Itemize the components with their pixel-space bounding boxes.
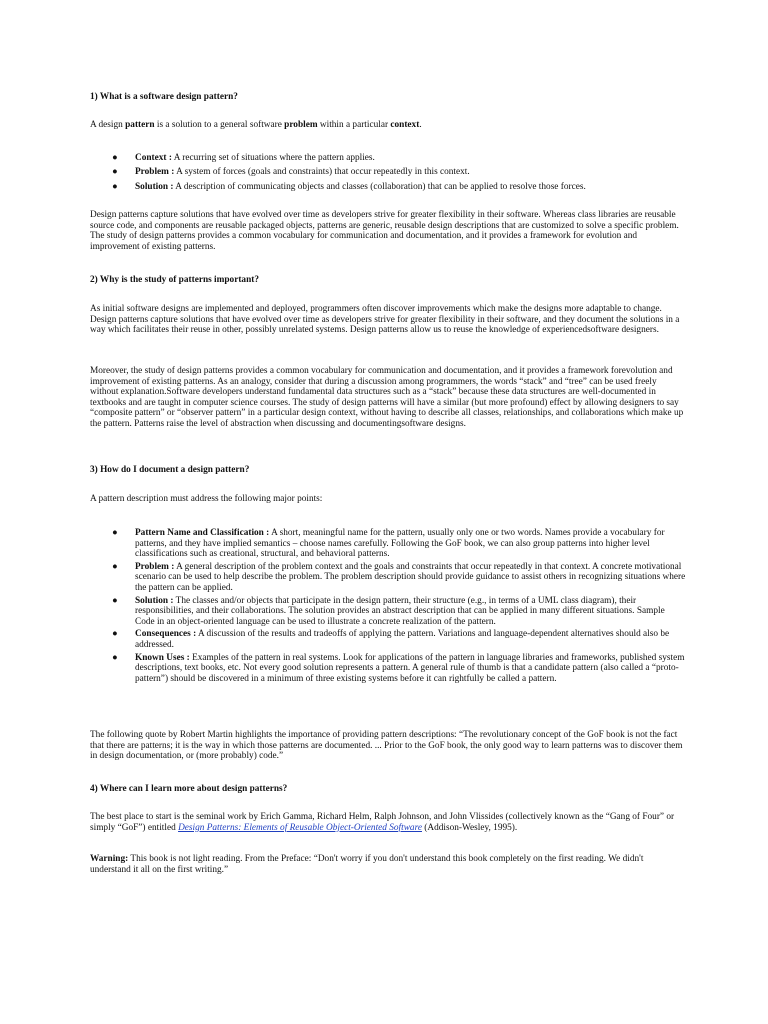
q3-bullet-list [90, 528, 686, 686]
q2-paragraph-2: Moreover, the study of design patterns provides a common vocabulary for communication and documentation, and it provides a framework forevolution and improvement of existing patterns. As an analogy, consider that during a discussion among programmers, the words “stack” and “tree” can be used freely without explanation.Software developers understand fundamental data structures such as a “stack” because these data structures are well-documented in textbooks and are taught in computer science courses. The study of design patterns will have a similar (but more profound) effect by allowing designers to say “composite pattern” or “observer pattern” in a particular design context, without having to describe all classes, relationships, and collaborations which make up the pattern. Patterns raise the level of abstraction when discussing and documentingsoftware designs. [90, 366, 684, 429]
q4-warning-paragraph: Warning: This book is not light reading. From the Preface: “Don't worry if you don't understand this book completely on the first reading. We didn't understand it all on the first writing.” [90, 854, 644, 875]
q1-paragraph: Design patterns capture solutions that have evolved over time as developers strive for greater flexibility in their software. Whereas class libraries are reusable source code, and components are reusable packaged objects, patterns are generic, reusable design descriptions that are customized to solve a specific problem. The study of design patterns provides a common vocabulary for communication and documentation, and it provides a framework for evolution and improvement of existing patterns. [90, 210, 679, 252]
list-item: ● Solution : A description of communicating objects and classes (collaboration) that can be applied to resolve those forces. [112, 181, 586, 192]
bullet-icon: ● [112, 181, 118, 192]
book-title-link[interactable]: Design Patterns: Elements of Reusable Object-Oriented Software [178, 822, 422, 833]
list-item: ● Pattern Name and Classification : A short, meaningful name for the pattern, usually only one or two words. Names provide a vocabulary for patterns, and they have implied semantics – choose names carefully. Following the GoF book, we can also group patterns into higher level classifications such as creational, structural, and behavioral patterns. [112, 528, 665, 560]
list-item: ● Problem : A system of forces (goals and constraints) that occur repeatedly in this context. [112, 167, 470, 178]
q3-intro: A pattern description must address the following major points: [90, 494, 323, 504]
bullet-icon: ● [112, 528, 118, 538]
list-item: ● Consequences : A discussion of the results and tradeoffs of applying the pattern. Variations and language-dependent alternatives should also be addressed. [112, 629, 670, 650]
q2-paragraph-1: As initial software designs are implemented and deployed, programmers often discover improvements which make the designs more adaptable to change. Design patterns capture solutions that have evolved over time as developers strive for greater flexibility in their software, and they document the solutions in a way which facilitates their reuse in other, possibly unrelated systems. Design patterns allow us to reuse the knowledge of experiencedsoftware designers. [90, 304, 680, 336]
list-item: ● Problem : A general description of the problem context and the goals and constraints that occur repeatedly in that context. A concrete motivational scenario can be used to help describe the problem. The problem description should provide guidance to assist others in recognizing situations where the pattern can be applied. [112, 561, 686, 593]
q1-intro: A design pattern is a solution to a general software problem within a particular context. [90, 120, 422, 130]
q4-paragraph: The best place to start is the seminal work by Erich Gamma, Richard Helm, Ralph Johnson, and John Vlissides (collectively known as the “Gang of Four” or simply “GoF”) entitled Design Patterns: Elements of Reusable Object-Oriented Software (Addison-Wesley, 1995). [90, 812, 675, 833]
bullet-icon: ● [112, 153, 118, 163]
bullet-icon: ● [112, 595, 118, 606]
list-item: ● Solution : The classes and/or objects that participate in the design pattern, their structure (e.g., in terms of a UML class diagram), their responsibilities, and their collaborations. The solution provides an abstract description that can be applied in many different situations. Sample Code in an object-oriented language can be used to illustrate a concrete realization of the pattern. [112, 595, 665, 627]
bullet-icon: ● [112, 652, 118, 663]
heading-q3: 3) How do I document a design pattern? [90, 465, 250, 475]
bullet-icon: ● [112, 629, 118, 640]
list-item: ● Context : A recurring set of situations where the pattern applies. [112, 153, 375, 163]
q1-bullet-list [90, 153, 686, 196]
q3-quote-paragraph: The following quote by Robert Martin highlights the importance of providing pattern descriptions: “The revolutionary concept of the GoF book is not the fact that there are patterns; it is the way in which those patterns are documented. ... Prior to the GoF book, the only good way to learn patterns was to discover them in design documentation, or (more probably) code.” [90, 730, 683, 762]
list-item: ● Known Uses : Examples of the pattern in real systems. Look for applications of the pattern in language libraries and frameworks, published system descriptions, text books, etc. Not every good solution represents a pattern. A general rule of thumb is that a candidate pattern (also called a “proto-pattern”) should be discovered in a minimum of three existing systems before it can rightfully be called a pattern. [112, 652, 685, 684]
heading-q4: 4) Where can I learn more about design patterns? [90, 784, 288, 794]
heading-q1: 1) What is a software design pattern? [90, 92, 238, 102]
bullet-icon: ● [112, 561, 118, 572]
heading-q2: 2) Why is the study of patterns important? [90, 275, 259, 285]
bullet-icon: ● [112, 167, 118, 178]
